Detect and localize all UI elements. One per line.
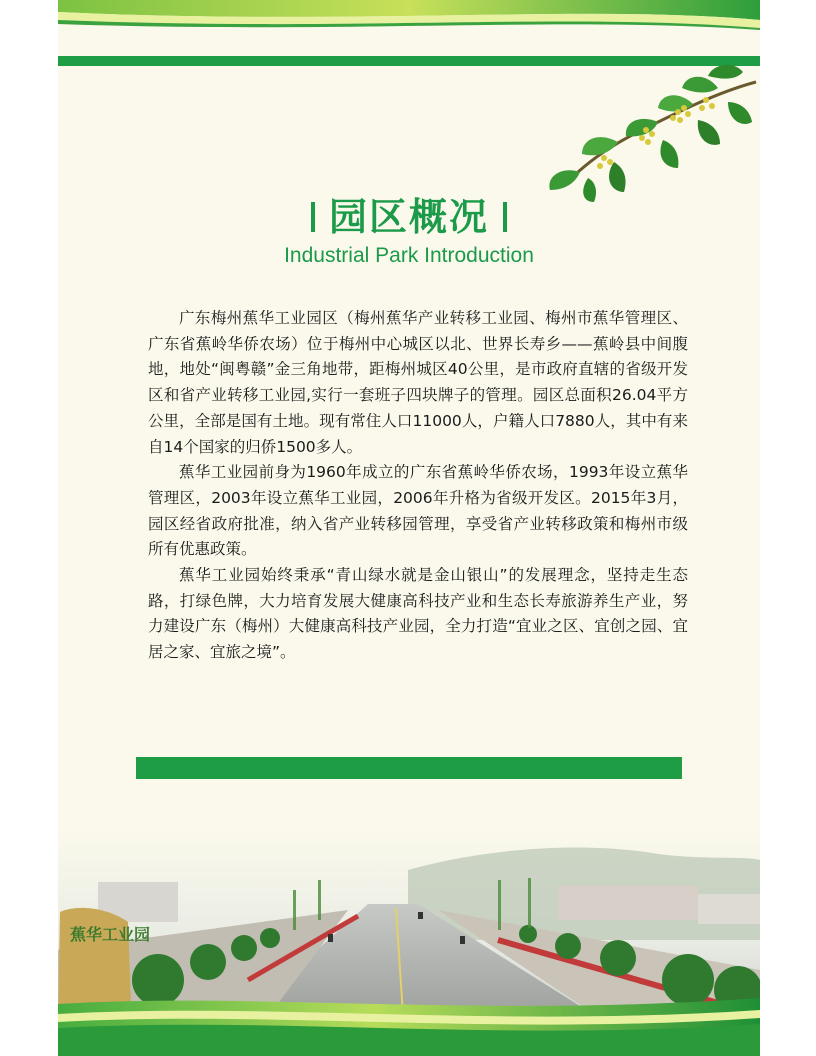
title-left-bar xyxy=(311,202,315,232)
top-green-swoosh xyxy=(58,0,760,34)
title-text: 园区概况 xyxy=(328,195,489,239)
paragraph-2: 蕉华工业园前身为1960年成立的广东省蕉岭华侨农场，1993年设立蕉华管理区，2003年设立蕉华工业园，2006年升格为省级开发区。2015年3月，园区经省政府批准，纳入省产业转移园管理，享受省产业转移政策和梅州市级所有优惠政策。 xyxy=(148,463,688,559)
stone-text: 蕉华工业园 xyxy=(70,925,151,944)
page-title xyxy=(58,186,760,241)
paragraph-3: 蕉华工业园始终秉承“青山绿水就是金山银山”的发展理念，坚持走生态路，打绿色牌，大力培育发展大健康高科技产业和生态长寿旅游养生产业，努力建设广东（梅州）大健康高科技产业园，全力打造“宜业之区、宜创之园、宜居之家、宜旅之境”。 xyxy=(148,566,688,662)
paragraph-1: 广东梅州蕉华工业园区（梅州蕉华产业转移工业园、梅州市蕉华管理区、广东省蕉岭华侨农场）位于梅州中心城区以北、世界长寿乡——蕉岭县中间腹地，地处“闽粤赣”金三角地带，距梅州城区40公里，是市政府直辖的省级开发区和省产业转移工业园,实行一套班子四块牌子的管理。园区总面积26.04平方公里，全部是国有土地。现有常住人口11000人，户籍人口7880人，其中有来自14个国家的归侨1500多人。 xyxy=(148,309,688,456)
poster-board xyxy=(58,0,760,1056)
osmanthus-sprig-icon xyxy=(528,62,760,202)
page-subtitle: Industrial Park Introduction xyxy=(284,244,534,267)
title-right-bar xyxy=(503,202,507,232)
intro-body xyxy=(148,306,688,666)
bottom-green-swoosh xyxy=(58,988,760,1056)
divider-green-bar xyxy=(136,757,682,779)
